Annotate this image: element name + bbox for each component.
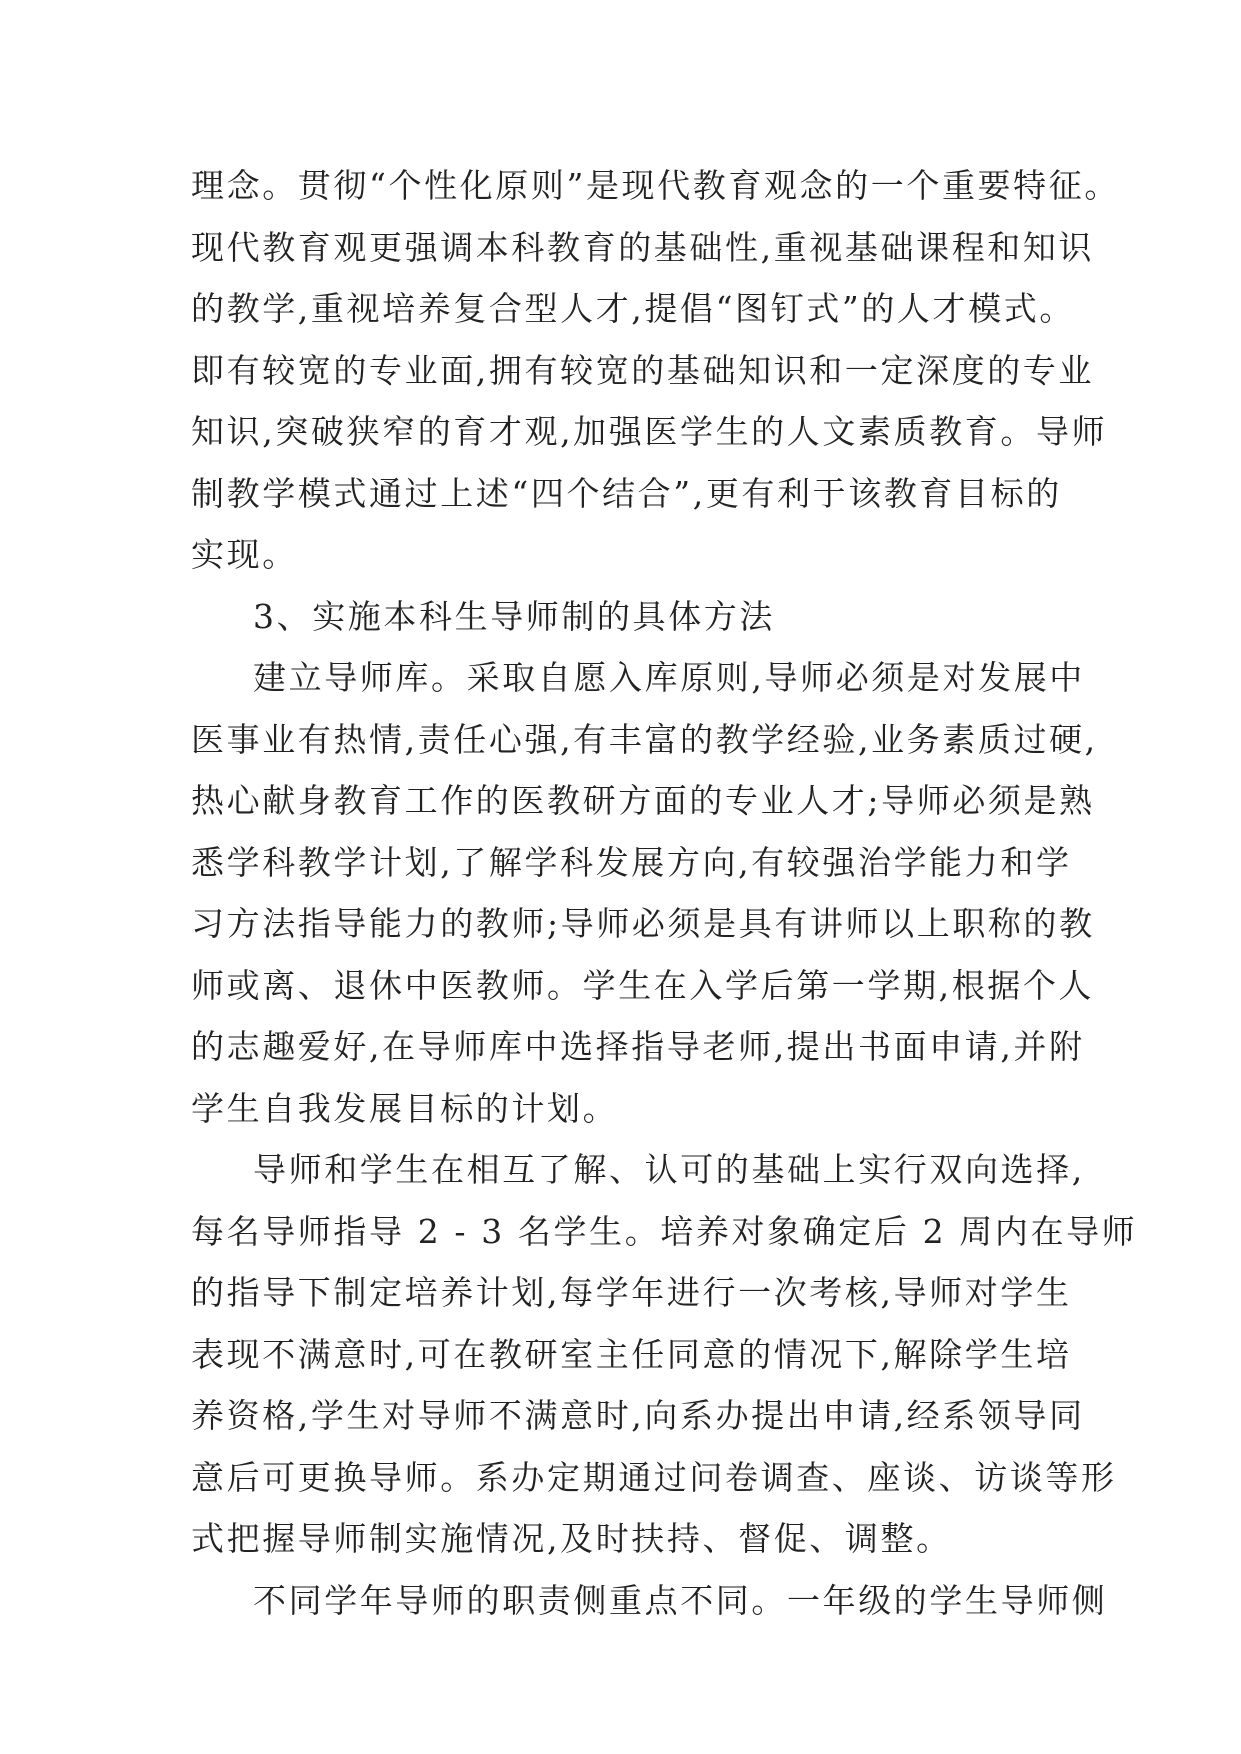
text-line: 习方法指导能力的教师;导师必须是具有讲师以上职称的教 <box>191 904 1095 943</box>
text-line: 养资格,学生对导师不满意时,向系办提出申请,经系领导同 <box>191 1396 1085 1435</box>
text-line: 学生自我发展目标的计划。 <box>191 1088 619 1128</box>
text-line: 实现。 <box>191 535 298 574</box>
text-line: 建立导师库。采取自愿入库原则,导师必须是对发展中 <box>253 658 1085 697</box>
text-line: 每名导师指导 2 - 3 名学生。培养对象确定后 2 周内在导师 <box>191 1211 1138 1251</box>
text-line: 的指导下制定培养计划,每学年进行一次考核,导师对学生 <box>191 1273 1072 1312</box>
text-line: 导师和学生在相互了解、认可的基础上实行双向选择, <box>253 1150 1085 1189</box>
text-line: 意后可更换导师。系办定期通过问卷调查、座谈、访谈等形 <box>191 1457 1117 1497</box>
text-line: 悉学科教学计划,了解学科发展方向,有较强治学能力和学 <box>191 842 1072 882</box>
text-line: 知识,突破狭窄的育才观,加强医学生的人文素质教育。导师 <box>191 412 1108 451</box>
text-line: 式把握导师制实施情况,及时扶持、督促、调整。 <box>191 1519 952 1558</box>
document-body <box>191 155 1138 1631</box>
text-line: 师或离、退休中医教师。学生在入学后第一学期,根据个人 <box>191 965 1095 1005</box>
text-line: 制教学模式通过上述“四个结合”,更有利于该教育目标的 <box>191 473 1062 513</box>
text-line: 理念。贯彻“个性化原则”是现代教育观念的一个重要特征。 <box>191 166 1120 205</box>
section-heading: 3、实施本科生导师制的具体方法 <box>253 596 775 636</box>
text-line: 表现不满意时,可在教研室主任同意的情况下,解除学生培 <box>191 1334 1072 1374</box>
text-line: 现代教育观更强调本科教育的基础性,重视基础课程和知识 <box>191 227 1095 267</box>
text-line: 热心献身教育工作的医教研方面的专业人才;导师必须是熟 <box>191 781 1095 820</box>
text-line: 的教学,重视培养复合型人才,提倡“图钉式”的人才模式。 <box>191 289 1075 328</box>
text-line: 即有较宽的专业面,拥有较宽的基础知识和一定深度的专业 <box>191 350 1095 390</box>
text-line: 的志趣爱好,在导师库中选择指导老师,提出书面申请,并附 <box>191 1027 1085 1066</box>
text-line: 医事业有热情,责任心强,有丰富的教学经验,业务素质过硬, <box>191 719 1098 759</box>
text-line: 不同学年导师的职责侧重点不同。一年级的学生导师侧 <box>253 1580 1108 1620</box>
